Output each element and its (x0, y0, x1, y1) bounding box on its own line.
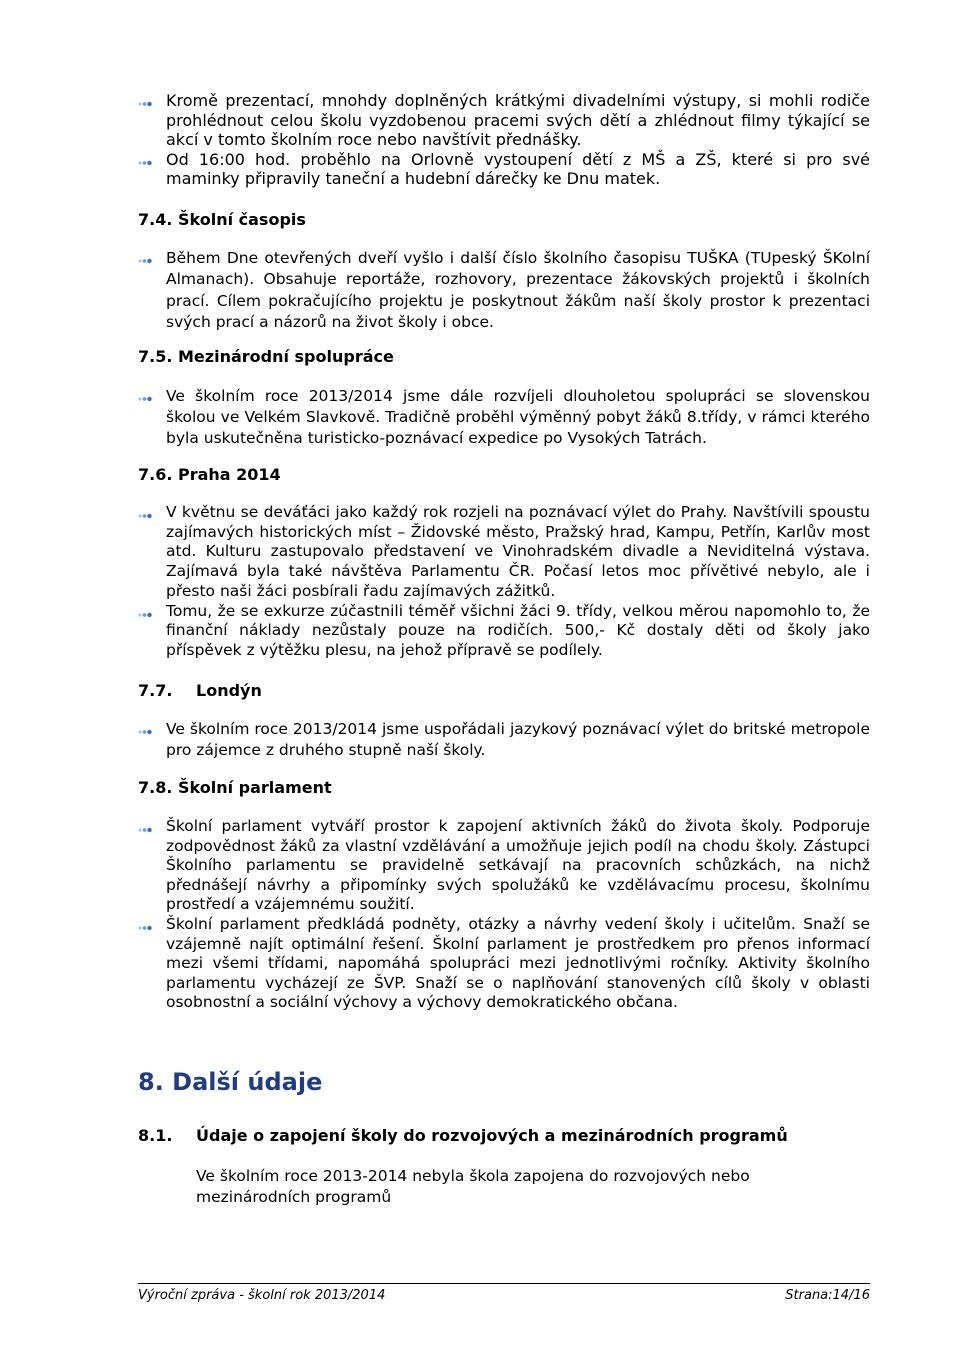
dots-arrow-bullet-icon (138, 611, 154, 619)
bullet-text: Během Dne otevřených dveří vyšlo i další číslo školního časopisu TUŠKA (TUpeský ŠKolní Almanach). Obsahuje reportáže, rozhovory, prezentace žákovských projektů i školních prací. Cílem pokračujícího projektu je poskytnout žákům naší školy prostor k prezentaci svých prací a názorů na život školy i obce. (166, 249, 870, 331)
bullet-list-7-4 (138, 248, 870, 333)
section-heading-7-4: 7.4. Školní časopis (138, 210, 306, 229)
bullet-list-top (138, 91, 870, 189)
dots-arrow-bullet-icon (138, 159, 154, 167)
dots-arrow-bullet-icon (138, 395, 154, 403)
list-item (138, 602, 870, 661)
dots-arrow-bullet-icon (138, 100, 154, 108)
bullet-text: Tomu, že se exkurze zúčastnili téměř všichni žáci 9. třídy, velkou měrou napomohlo to, že finanční náklady nezůstaly pouze na rodičích. 500,- Kč dostaly děti od školy jako příspěvek z výtěžku plesu, na jehož přípravě se podílely. (166, 601, 870, 659)
chapter-heading-8: 8. Další údaje (138, 1068, 323, 1096)
section-8-1-text: Ve školním roce 2013-2014 nebyla škola zapojena do rozvojových nebo mezinárodních programů (196, 1167, 750, 1206)
section-number: 8.1. (138, 1126, 173, 1145)
bullet-text: Školní parlament předkládá podněty, otázky a návrhy vedení školy i učitelům. Snaží se vzájemně najít optimální řešení. Školní parlament je prostředkem pro přenos informací mezi všemi třídami, napomáhá spolupráci mezi jednotlivými ročníky. Aktivity školního parlamentu vycházejí ze ŠVP. Snaží se o naplňování stanovených cílů školy v oblasti osobnostní a sociální výchovy a výchovy demokratického občana. (166, 914, 870, 1012)
list-item (138, 248, 870, 333)
list-item (138, 150, 870, 189)
page-footer (138, 1283, 870, 1303)
bullet-list-7-7 (138, 719, 870, 760)
bullet-text: Školní parlament vytváří prostor k zapojení aktivních žáků do života školy. Podporuje zodpovědnost žáků za vlastní vzdělávání a umožňuje jejich podíl na chodu školy. Zástupci Školního parlamentu se pravidelně setkávají na pracovních schůzkách, na nichž přednášejí návrhy a připomínky svých spolužáků ke vzdělávacímu procesu, školnímu prostředí a vzájemnému soužití. (166, 817, 870, 914)
dots-arrow-bullet-icon (138, 512, 154, 520)
section-heading-7-8: 7.8. Školní parlament (138, 778, 332, 797)
list-item (138, 817, 870, 915)
bullet-text: V květnu se deváťáci jako každý rok rozjeli na poznávací výlet do Prahy. Navštívili spoustu zajímavých historických míst – Židovské město, Pražský hrad, Kampu, Petřín, Karlův most atd. Kulturu zastupovalo představení ve Vinohradském divadle a Neviditelná výstava. Zajímavá byla také návštěva Parlamentu ČR. Počasí letos moc přívětivé nebylo, ale i přesto naši žáci posbírali řadu zajímavých zážitků. (166, 503, 870, 600)
footer-document-title: Výroční zpráva - školní rok 2013/2014 (138, 1288, 386, 1303)
bullet-text: Ve školním roce 2013/2014 jsme uspořádali jazykový poznávací výlet do britské metropole pro zájemce z druhého stupně naší školy. (166, 720, 870, 759)
bullet-list-7-8 (138, 817, 870, 1013)
list-item (138, 915, 870, 1013)
bullet-text: Kromě prezentací, mnohdy doplněných krátkými divadelními výstupy, si mohli rodiče prohlédnout celou školu vyzdobenou pracemi svých dětí a zhlédnout filmy týkající se akcí v tomto školním roce nebo navštívit přednášky. (166, 91, 870, 150)
section-number: 7.7. (138, 681, 173, 700)
bullet-text: Od 16:00 hod. proběhlo na Orlovně vystoupení dětí z MŠ a ZŠ, které si pro své maminky připravily taneční a hudební dárečky ke Dnu matek. (166, 149, 870, 189)
bullet-list-7-5 (138, 386, 870, 449)
bullet-list-7-6 (138, 503, 870, 661)
footer-page-number: Strana:14/16 (785, 1288, 870, 1303)
section-title: Londýn (196, 681, 262, 700)
dots-arrow-bullet-icon (138, 924, 154, 932)
list-item (138, 719, 870, 760)
list-item (138, 386, 870, 449)
section-heading-7-5: 7.5. Mezinárodní spolupráce (138, 347, 394, 366)
section-title: Údaje o zapojení školy do rozvojových a mezinárodních programů (196, 1126, 788, 1145)
list-item (138, 503, 870, 602)
dots-arrow-bullet-icon (138, 826, 154, 834)
list-item (138, 91, 870, 150)
dots-arrow-bullet-icon (138, 257, 154, 265)
section-heading-7-6: 7.6. Praha 2014 (138, 465, 281, 484)
dots-arrow-bullet-icon (138, 728, 154, 736)
bullet-text: Ve školním roce 2013/2014 jsme dále rozvíjeli dlouholetou spolupráci se slovenskou školou ve Velkém Slavkově. Tradičně proběhl výměnný pobyt žáků 8.třídy, v rámci kterého byla uskutečněna turisticko-poznávací expedice po Vysokých Tatrách. (166, 387, 870, 447)
